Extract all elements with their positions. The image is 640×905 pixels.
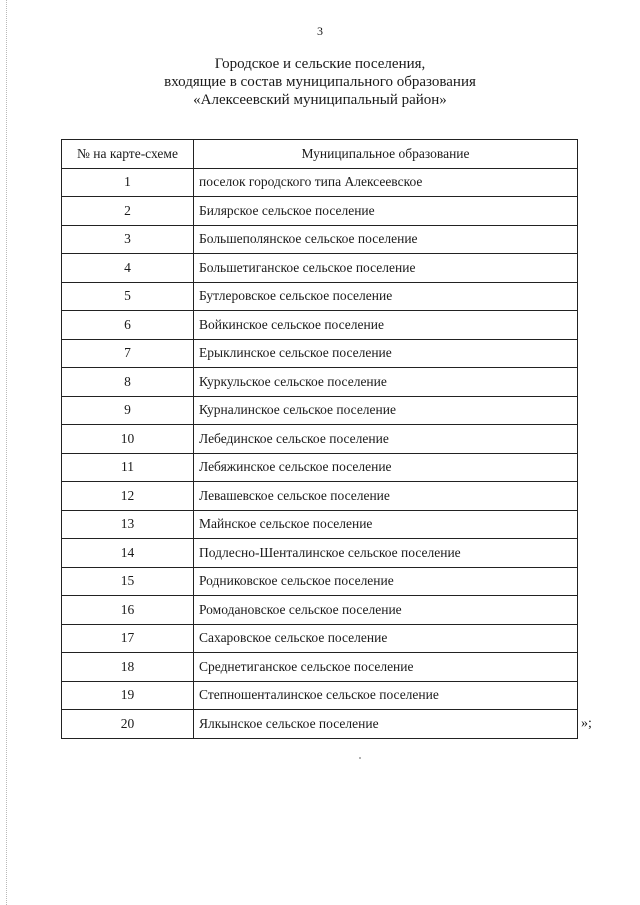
municipality-name-cell: Степношенталинское сельское поселение	[194, 681, 578, 710]
municipality-name-cell: Большетиганское сельское поселение	[194, 254, 578, 283]
municipality-name-cell: Куркульское сельское поселение	[194, 368, 578, 397]
map-number-cell: 10	[62, 425, 194, 454]
municipality-name-cell: Ерыклинское сельское поселение	[194, 339, 578, 368]
map-number-cell: 7	[62, 339, 194, 368]
municipality-name-cell: Левашевское сельское поселение	[194, 482, 578, 511]
municipality-name-cell: Бутлеровское сельское поселение	[194, 282, 578, 311]
table-row	[62, 168, 578, 197]
map-number-cell: 15	[62, 567, 194, 596]
map-number-cell: 20	[62, 710, 194, 739]
map-number-cell: 6	[62, 311, 194, 340]
table-row	[62, 681, 578, 710]
title-line-3: «Алексеевский муниципальный район»	[193, 92, 447, 108]
table-body	[62, 168, 578, 738]
map-number-cell: 2	[62, 197, 194, 226]
municipality-name-cell: Курналинское сельское поселение	[194, 396, 578, 425]
municipality-name-cell: Билярское сельское поселение	[194, 197, 578, 226]
table-row	[62, 624, 578, 653]
document-title	[0, 55, 640, 109]
map-number-cell: 3	[62, 225, 194, 254]
page-number: 3	[317, 24, 323, 38]
map-number-cell: 14	[62, 539, 194, 568]
table-row	[62, 368, 578, 397]
municipality-name-cell: Родниковское сельское поселение	[194, 567, 578, 596]
scan-speck	[359, 757, 361, 759]
table-row	[62, 282, 578, 311]
table-row	[62, 710, 578, 739]
map-number-cell: 1	[62, 168, 194, 197]
municipality-name-cell: Ялкынское сельское поселение	[194, 710, 578, 739]
municipality-name-cell: Лебединское сельское поселение	[194, 425, 578, 454]
map-number-cell: 8	[62, 368, 194, 397]
settlements-table	[61, 139, 578, 739]
table-row	[62, 425, 578, 454]
table-row	[62, 339, 578, 368]
table-header-row	[62, 140, 578, 169]
table-row	[62, 311, 578, 340]
table-row	[62, 482, 578, 511]
municipality-name-cell: Подлесно-Шенталинское сельское поселение	[194, 539, 578, 568]
closing-quote-mark: »;	[581, 716, 592, 731]
header-municipality: Муниципальное образование	[194, 140, 578, 169]
table-row	[62, 596, 578, 625]
map-number-cell: 9	[62, 396, 194, 425]
map-number-cell: 12	[62, 482, 194, 511]
header-map-number: № на карте-схеме	[62, 140, 194, 169]
table-row	[62, 197, 578, 226]
table-row	[62, 539, 578, 568]
table-row	[62, 510, 578, 539]
map-number-cell: 13	[62, 510, 194, 539]
map-number-cell: 5	[62, 282, 194, 311]
municipality-name-cell: Войкинское сельское поселение	[194, 311, 578, 340]
map-number-cell: 18	[62, 653, 194, 682]
scan-left-edge	[6, 0, 8, 905]
municipality-name-cell: поселок городского типа Алексеевское	[194, 168, 578, 197]
municipality-name-cell: Большеполянское сельское поселение	[194, 225, 578, 254]
title-line-1: Городское и сельские поселения,	[214, 56, 426, 72]
table-row	[62, 567, 578, 596]
municipality-name-cell: Ромодановское сельское поселение	[194, 596, 578, 625]
table-row	[62, 653, 578, 682]
map-number-cell: 17	[62, 624, 194, 653]
municipality-name-cell: Среднетиганское сельское поселение	[194, 653, 578, 682]
title-line-2: входящие в состав муниципального образования	[164, 74, 476, 90]
municipality-name-cell: Сахаровское сельское поселение	[194, 624, 578, 653]
map-number-cell: 19	[62, 681, 194, 710]
table-row	[62, 396, 578, 425]
table-row	[62, 225, 578, 254]
municipality-name-cell: Лебяжинское сельское поселение	[194, 453, 578, 482]
map-number-cell: 4	[62, 254, 194, 283]
municipality-name-cell: Майнское сельское поселение	[194, 510, 578, 539]
map-number-cell: 11	[62, 453, 194, 482]
table-row	[62, 453, 578, 482]
map-number-cell: 16	[62, 596, 194, 625]
table-row	[62, 254, 578, 283]
